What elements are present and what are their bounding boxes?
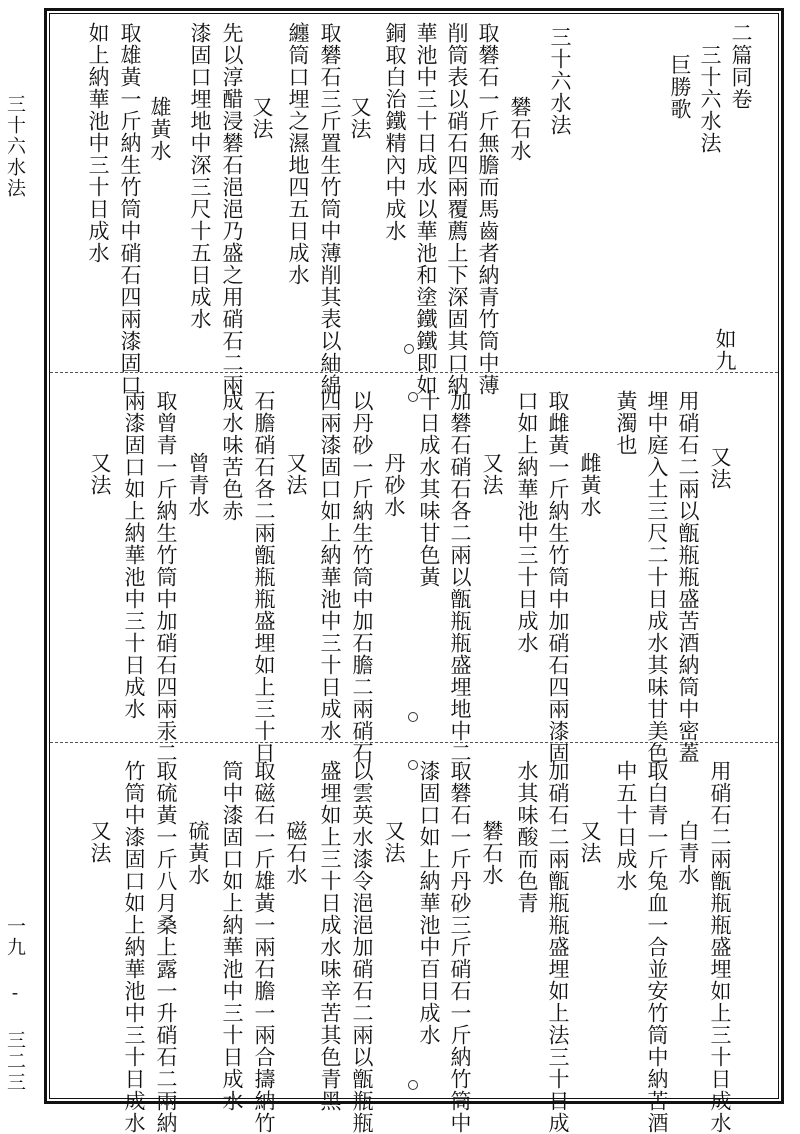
- top-text-column-18: 如上納華池中三十日成水: [86, 22, 110, 264]
- top-text-column-7: 削筒表以硝石四兩覆薦上下深固其口納: [445, 22, 469, 396]
- middle-text-column-10: 丹砂水: [382, 452, 406, 518]
- bottom-text-column-19: 又法: [88, 820, 112, 864]
- bottom-text-column-4: 又法: [578, 820, 602, 864]
- bottom-text-column-15: 筒中漆固口如上納華池中三十日成水: [220, 760, 244, 1112]
- top-text-column-5: 礬石水: [508, 96, 532, 162]
- top-text-column-10: 又法: [348, 96, 372, 140]
- top-text-column-9: 銅取白治鐵精內中成水: [383, 22, 407, 242]
- middle-text-column-6: 口如上納華池中三十日成水: [515, 390, 539, 654]
- top-text-column-15: 漆固口埋地中深三尺十五日成水: [188, 22, 212, 330]
- top-text-column-1: 三十六水法: [698, 44, 722, 154]
- middle-text-column-15: 成水味苦色赤: [220, 390, 244, 522]
- middle-text-column-2: 埋中庭入土三尺二十日成水其味甘美色: [645, 390, 669, 764]
- middle-text-column-9: 十日成水其味甘色黃: [417, 390, 441, 588]
- bottom-text-column-17: 取硫黃一斤八月桑上露一升硝石二兩納: [154, 760, 178, 1134]
- middle-text-column-12: 四兩漆固口如上納華池中三十日成水: [318, 390, 342, 742]
- middle-text-column-19: 又法: [88, 452, 112, 496]
- top-text-column-8: 華池中三十日成水以華池和塗鐵鐵即如: [414, 22, 438, 396]
- middle-text-column-5: 取雌黃一斤納生竹筒中加硝石四兩漆固: [546, 390, 570, 764]
- bottom-text-column-5: 加硝石二兩甑瓶瓶盛埋如上法三十日成: [546, 760, 570, 1134]
- bottom-text-column-12: 盛埋如上三十日成水味辛苦其色青黑: [318, 760, 342, 1112]
- bottom-text-column-7: 礬石水: [480, 820, 504, 886]
- top-text-column-6: 取礬石一斤無膽而馬齒者納青竹筒中薄: [476, 22, 500, 396]
- top-text-column-13: 又法: [250, 96, 274, 140]
- middle-text-column-11: 以丹砂一斤納生竹筒中加石膽二兩硝石: [350, 390, 374, 764]
- bottom-text-column-2: 取白青一斤兔血一合並安竹筒中納苦酒: [645, 760, 669, 1134]
- middle-text-column-7: 又法: [480, 452, 504, 496]
- top-text-column-4: 三十六水法: [548, 26, 572, 136]
- bottom-text-column-11: 以雲英水漆令浥浥加硝石二兩以甑瓶瓶: [350, 760, 374, 1134]
- bottom-text-column-8: 取礬石一斤丹砂三斤硝石一斤納竹筒中: [448, 760, 472, 1134]
- top-text-column-3: 如九: [713, 328, 737, 372]
- circle-mark: [408, 1080, 418, 1090]
- bottom-text-column-6: 水其味酸而色青: [515, 760, 539, 914]
- middle-text-column-0: 又法: [708, 446, 732, 490]
- bottom-text-column-1: 白青水: [676, 820, 700, 886]
- middle-text-column-4: 雌黃水: [578, 452, 602, 518]
- middle-text-column-13: 又法: [284, 452, 308, 496]
- bottom-text-column-3: 中五十日成水: [614, 760, 638, 892]
- bottom-text-column-14: 取磁石一斤雄黃一兩石膽一兩合擣納竹: [252, 760, 276, 1134]
- top-text-column-14: 先以淳醋浸礬石浥浥乃盛之用硝石二兩: [220, 22, 244, 396]
- middle-text-column-14: 石膽硝石各二兩甑瓶瓶盛埋如上三十日: [252, 390, 276, 764]
- top-text-column-12: 纏筒口埋之濕地四五日成水: [286, 22, 310, 286]
- middle-text-column-8: 加礬石硝石各二兩以甑瓶瓶盛埋地中二: [448, 390, 472, 764]
- margin-title: 三十六水法: [4, 94, 26, 199]
- middle-text-column-18: 兩漆固口如上納華池中三十日成水: [122, 390, 146, 720]
- margin-page-number: 一九 - 三二三: [4, 916, 26, 1093]
- bottom-text-column-18: 竹筒中漆固口如上納華池中三十日成水: [122, 760, 146, 1134]
- bottom-text-column-16: 硫黃水: [186, 820, 210, 886]
- circle-mark: [408, 392, 418, 402]
- top-text-column-16: 雄黃水: [148, 96, 172, 162]
- middle-text-column-1: 用硝石二兩以甑瓶瓶盛苦酒納筒中密蓋: [676, 390, 700, 764]
- top-text-column-0: 二篇同卷: [729, 22, 753, 110]
- middle-text-column-3: 黃濁也: [614, 390, 638, 456]
- top-text-column-17: 取雄黃一斤納生竹筒中硝石四兩漆固口: [118, 22, 142, 396]
- bottom-text-column-0: 用硝石二兩甑瓶瓶盛埋如上三十日成水: [708, 760, 732, 1134]
- middle-text-column-16: 曾青水: [186, 452, 210, 518]
- circle-mark: [408, 760, 418, 770]
- circle-mark: [408, 712, 418, 722]
- top-text-column-11: 取礬石三斤置生竹筒中薄削其表以紬綿: [318, 22, 342, 396]
- bottom-text-column-13: 磁石水: [284, 820, 308, 886]
- circle-mark: [404, 344, 414, 354]
- middle-text-column-17: 取曾青一斤納生竹筒中加硝石四兩汞二: [154, 390, 178, 764]
- bottom-text-column-9: 漆固口如上納華池中百日成水: [417, 760, 441, 1046]
- bottom-text-column-10: 又法: [382, 820, 406, 864]
- top-text-column-2: 巨勝歌: [668, 54, 692, 120]
